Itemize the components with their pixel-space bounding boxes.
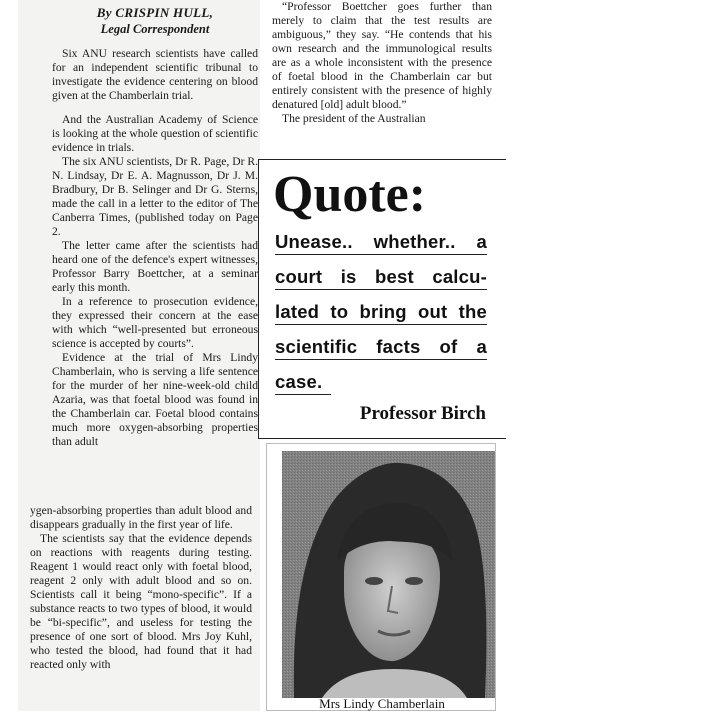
paragraph: Six ANU research scientists have called for an independent scientific tribunal to investigate the evidence centering on blood given at the Chamberlain trial. bbox=[52, 47, 258, 102]
paragraph: Evidence at the trial of Mrs Lindy Chamberlain, who is serving a life sentence for the murder of her nine-week-old child Azaria, was that foetal blood was found in the Chamberlain car. Foetal blood contains much more oxygen-absorbing properties than adult bbox=[52, 351, 258, 448]
paragraph: And the Australian Academy of Science is looking at the whole question of scientific evidence in trials. bbox=[52, 113, 258, 154]
paragraph: The six ANU scientists, Dr R. Page, Dr R. N. Lindsay, Dr E. A. Magnusson, Dr J. M. Bradbury, Dr B. Selinger and Dr G. Sterns, made the call in a letter to the editor of The Canberra Times, (published today on Page 2. bbox=[52, 155, 258, 238]
paragraph: The letter came after the scientists had heard one of the defence's expert witnesses, Professor Barry Boettcher, at a seminar early this month. bbox=[52, 239, 258, 294]
byline-author: By CRISPIN HULL, bbox=[96, 5, 214, 20]
quote-line: scientific facts of a bbox=[275, 335, 487, 360]
quote-attribution: Professor Birch bbox=[359, 403, 486, 424]
quote-line: case. bbox=[275, 370, 331, 395]
photo-frame bbox=[266, 443, 496, 711]
quote-title: Quote: bbox=[273, 166, 427, 223]
right-column-upper bbox=[272, 0, 492, 150]
pull-quote-box bbox=[258, 159, 506, 439]
paragraph: “Professor Boettcher goes further than merely to claim that the test results are ambiguous,” they say. “He contends that his own research and the immunological results are as a whole inconsistent with the presence of foetal blood in the Chamberlain car but entirely consistent with the presence of highly denatured [old] adult blood.” bbox=[272, 0, 492, 111]
left-column-upper bbox=[52, 5, 258, 495]
quote-line: lated to bring out the bbox=[275, 300, 487, 325]
paragraph: In a reference to prosecution evidence, they expressed their concern at the ease with which “well-presented but erroneous science is accepted by courts”. bbox=[52, 295, 258, 350]
paragraph: The scientists say that the evidence depends on reactions with reagents during testing. Reagent 1 would react only with foetal blood, reagent 2 only with adult blood and so on. Scientists call it being “mono-specific”. If a substance reacts to two types of blood, it would be “bi-specific”, and useless for testing the presence of one sort of blood. Mrs Joy Kuhl, who tested the blood, had found that it had reacted only with bbox=[30, 532, 252, 671]
paragraph: ygen-absorbing properties than adult blood and disappears gradually in the first year of life. bbox=[30, 504, 252, 531]
portrait-image-icon bbox=[282, 451, 495, 698]
quote-line: Unease.. whether.. a bbox=[275, 230, 487, 255]
byline-role: Legal Correspondent bbox=[100, 22, 210, 36]
quote-line: court is best calcu- bbox=[275, 265, 487, 290]
byline bbox=[52, 5, 258, 37]
photo-caption: Mrs Lindy Chamberlain bbox=[319, 696, 445, 711]
left-column-lower bbox=[30, 504, 252, 711]
portrait-photo bbox=[282, 451, 495, 698]
paragraph: The president of the Australian bbox=[282, 112, 426, 125]
quote-text bbox=[275, 230, 487, 405]
